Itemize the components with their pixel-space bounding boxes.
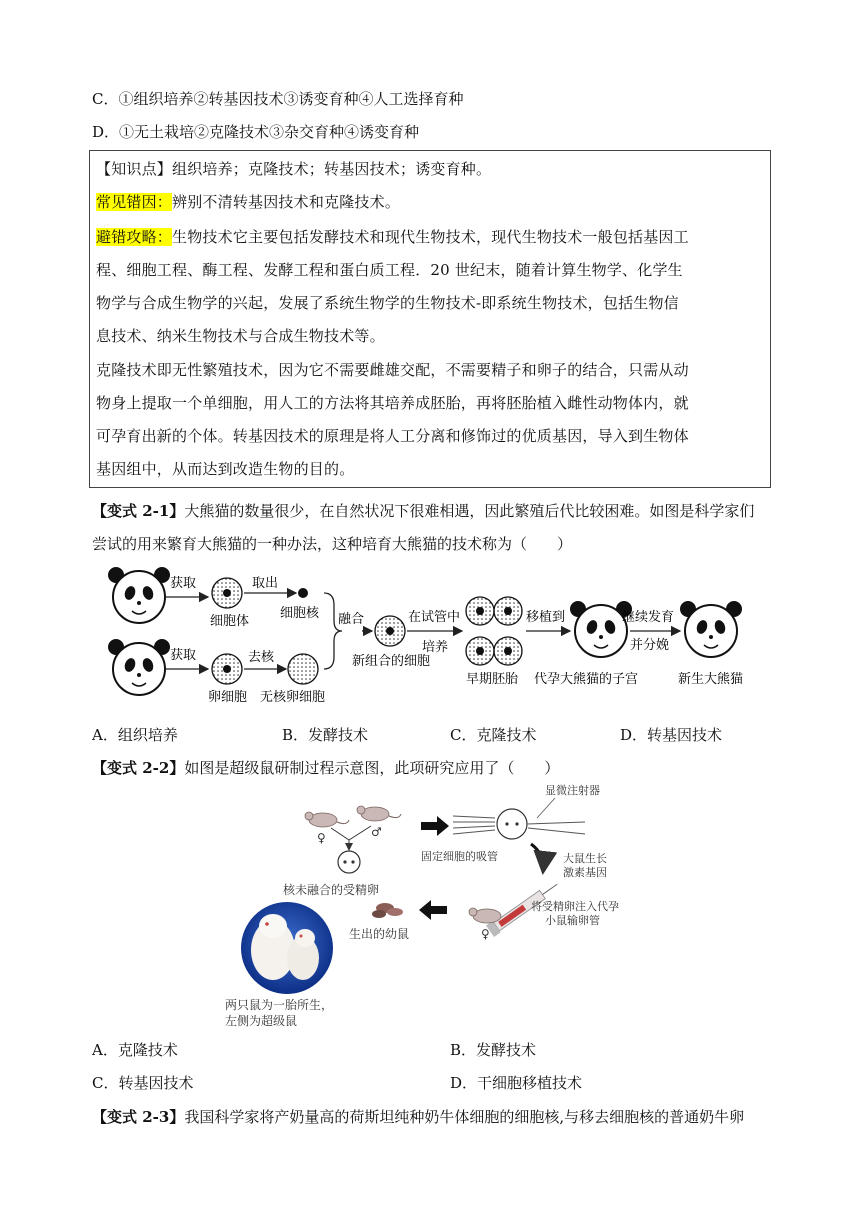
label-zygote: 核未融合的受精卵 bbox=[283, 883, 380, 897]
female-symbol: ♀ bbox=[317, 831, 326, 845]
label-gene-2: 激素基因 bbox=[563, 866, 607, 879]
label-inject-2: 小鼠输卵管 bbox=[545, 914, 600, 927]
q21-line-1 bbox=[92, 500, 754, 522]
q23-tag: 【变式 2-3】 bbox=[92, 1108, 185, 1126]
q21-line-2: 尝试的用来繁育大熊猫的一种办法，这种培育大熊猫的技术称为（ ） bbox=[92, 535, 573, 553]
arrow-left-icon bbox=[419, 900, 447, 920]
label-enucleated-egg: 无核卵细胞 bbox=[260, 690, 326, 705]
label-photo-1: 两只鼠为一胎所生， bbox=[225, 998, 334, 1012]
enucleated-egg-icon bbox=[288, 654, 318, 684]
strategy-label: 避错攻略： bbox=[96, 228, 173, 246]
q21-option-b: B．发酵技术 bbox=[282, 726, 369, 744]
label-culture-2: 培养 bbox=[422, 640, 449, 655]
strategy-line-3: 物学与合成生物学的兴起，发展了系统生物学的生物技术-即系统生物技术，包括生物信 bbox=[96, 294, 679, 312]
label-gene-1: 大鼠生长 bbox=[563, 852, 607, 865]
arrow-right-icon bbox=[421, 816, 449, 836]
label-fuse: 融合 bbox=[338, 612, 365, 627]
label-develop-2: 并分娩 bbox=[630, 638, 670, 653]
q22-tag: 【变式 2-2】 bbox=[92, 759, 185, 777]
baby-mice-icon bbox=[372, 903, 403, 918]
super-mouse-diagram bbox=[225, 780, 635, 1035]
label-get-2: 获取 bbox=[170, 648, 197, 663]
label-early-embryo: 早期胚胎 bbox=[466, 672, 519, 687]
label-newborn: 新生大熊猫 bbox=[678, 672, 744, 687]
label-transplant: 移植到 bbox=[526, 610, 566, 625]
knowledge-points: 【知识点】组织培养；克隆技术；转基因技术；诱变育种。 bbox=[96, 160, 492, 178]
label-develop-1: 继续发育 bbox=[622, 610, 675, 625]
strategy-line-2: 程、细胞工程、酶工程、发酵工程和蛋白质工程．20 世纪末，随着计算生物学、化学生 bbox=[96, 261, 683, 279]
surrogate-mouse-icon bbox=[469, 908, 501, 923]
panda-clone-diagram bbox=[100, 565, 760, 705]
surrogate-female-symbol: ♀ bbox=[481, 927, 490, 941]
label-offspring: 生出的幼鼠 bbox=[349, 927, 410, 941]
strategy-line-4: 息技术、纳米生物技术与合成生物技术等。 bbox=[96, 327, 385, 345]
q22-option-a: A．克隆技术 bbox=[92, 1041, 178, 1059]
merge-brace bbox=[324, 593, 342, 669]
q21-text-1: 大熊猫的数量很少，在自然状况下很难相遇，因此繁殖后代比较困难。如图是科学家们 bbox=[184, 502, 755, 520]
option-c: C．①组织培养②转基因技术③诱变育种④人工选择育种 bbox=[92, 90, 464, 108]
strategy-text-1: 生物技术它主要包括发酵技术和现代生物技术，现代生物技术一般包括基因工 bbox=[172, 228, 689, 246]
q22-line bbox=[92, 757, 559, 779]
label-photo-2: 左侧为超级鼠 bbox=[225, 1014, 298, 1028]
q21-option-d: D．转基因技术 bbox=[620, 726, 723, 744]
label-nucleus: 细胞核 bbox=[280, 606, 320, 621]
label-body-cell: 细胞体 bbox=[210, 614, 250, 629]
clone-line-3: 可孕育出新的个体。转基因技术的原理是将人工分离和修饰过的优质基因，导入到生物体 bbox=[96, 427, 689, 445]
q23-text: 我国科学家将产奶量高的荷斯坦纯种奶牛体细胞的细胞核,与移去细胞核的普通奶牛卵 bbox=[184, 1108, 745, 1126]
q21-option-a: A．组织培养 bbox=[92, 726, 178, 744]
q22-option-c: C．转基因技术 bbox=[92, 1074, 194, 1092]
label-egg: 卵细胞 bbox=[208, 690, 248, 705]
zygote-icon bbox=[338, 851, 360, 873]
q22-option-b: B．发酵技术 bbox=[450, 1041, 537, 1059]
common-error-text: 辨别不清转基因技术和克隆技术。 bbox=[172, 193, 401, 211]
arrow-down-icon bbox=[531, 844, 543, 872]
label-get-1: 获取 bbox=[170, 576, 197, 591]
q21-option-c: C．克隆技术 bbox=[450, 726, 537, 744]
male-mouse-icon bbox=[357, 806, 401, 821]
nucleus-icon bbox=[298, 588, 308, 598]
early-embryo-icon bbox=[466, 597, 522, 665]
q22-option-d: D．干细胞移植技术 bbox=[450, 1074, 583, 1092]
label-culture-1: 在试管中 bbox=[408, 610, 461, 625]
male-symbol: ♂ bbox=[371, 825, 382, 839]
knowledge-box bbox=[89, 150, 771, 488]
label-uterus: 代孕大熊猫的子宫 bbox=[534, 672, 639, 687]
q22-text: 如图是超级鼠研制过程示意图，此项研究应用了（ ） bbox=[184, 759, 560, 777]
panda-donor-icon bbox=[108, 567, 170, 623]
option-d: D．①无土栽培②克隆技术③杂交育种④诱变育种 bbox=[92, 123, 420, 141]
label-microinjector: 显微注射器 bbox=[545, 784, 600, 797]
pipette-cell-icon bbox=[453, 809, 585, 839]
clone-line-4: 基因组中，从而达到改造生物的目的。 bbox=[96, 460, 355, 478]
panda-newborn-icon bbox=[680, 601, 742, 657]
strategy-line-1 bbox=[96, 226, 689, 248]
common-error-label: 常见错因： bbox=[96, 193, 173, 211]
q23-line bbox=[92, 1106, 744, 1128]
label-fixing-pipette: 固定细胞的吸管 bbox=[421, 850, 498, 863]
clone-line-1: 克隆技术即无性繁殖技术，因为它不需要雌雄交配，不需要精子和卵子的结合，只需从动 bbox=[96, 361, 689, 379]
female-mouse-icon bbox=[305, 812, 349, 827]
label-new-cell: 新组合的细胞 bbox=[352, 654, 431, 669]
panda-egg-donor-icon bbox=[108, 639, 170, 695]
label-take-out: 取出 bbox=[252, 576, 279, 591]
label-inject-1: 将受精卵注入代孕 bbox=[531, 900, 619, 913]
super-mouse-photo bbox=[241, 902, 333, 994]
clone-line-2: 物身上提取一个单细胞，用人工的方法将其培养成胚胎，再将胚胎植入雌性动物体内，就 bbox=[96, 394, 689, 412]
label-denucleate: 去核 bbox=[248, 650, 275, 665]
q21-tag: 【变式 2-1】 bbox=[92, 502, 185, 520]
common-error bbox=[96, 191, 400, 213]
